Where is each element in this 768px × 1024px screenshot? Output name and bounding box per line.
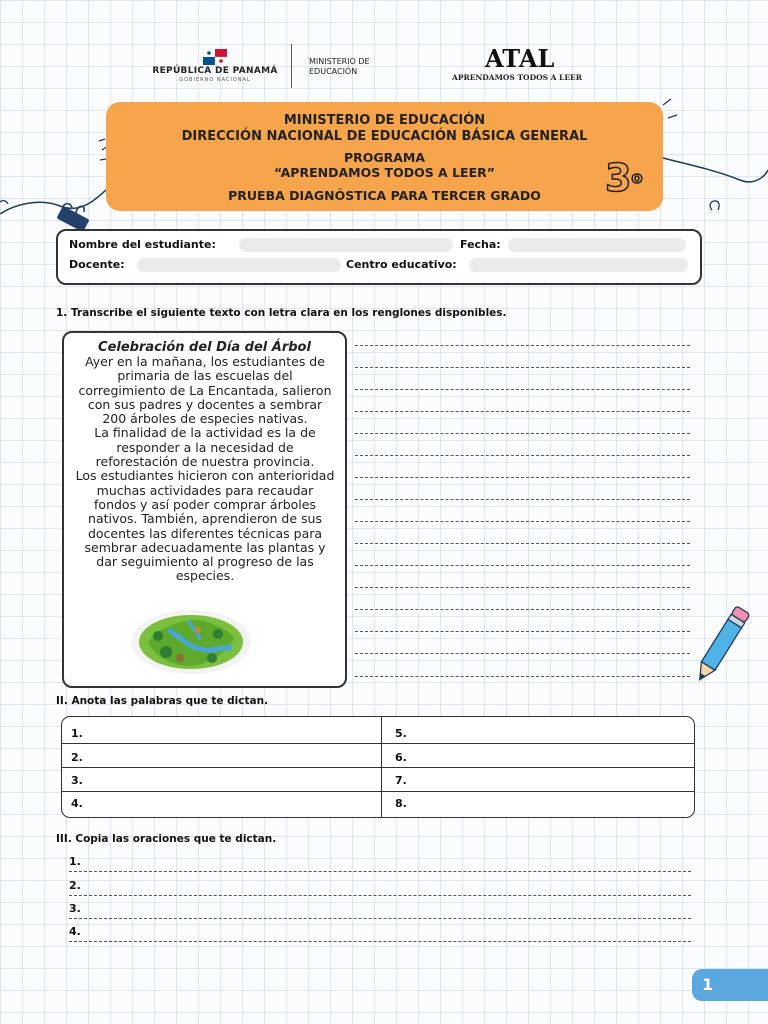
- transcription-line[interactable]: [355, 521, 690, 522]
- pencil-icon: [694, 600, 750, 688]
- table-row-divider: [62, 767, 695, 768]
- transcription-line[interactable]: [355, 565, 690, 566]
- transcription-line[interactable]: [355, 345, 690, 346]
- transcription-line[interactable]: [355, 499, 690, 500]
- sentence-number-4: 4.: [69, 925, 81, 938]
- reading-paragraph: Los estudiantes hicieron con anterioridad muchas actividades para recaudar fondos y así poder comprar árboles nativos. También, aprendieron de sus docentes las diferentes técnicas para sembrar adecuadamente las plantas y dar seguimiento al progreso de las especies.: [75, 468, 335, 584]
- transcription-line[interactable]: [355, 477, 690, 478]
- word-cell-8[interactable]: 8.: [395, 797, 407, 810]
- teacher-field[interactable]: [137, 258, 341, 272]
- word-cell-6[interactable]: 6.: [395, 751, 407, 764]
- reading-paragraph: Ayer en la mañana, los estudiantes de primaria de las escuelas del corregimiento de La Encantada, salieron con sus padres y docentes a sembrar 200 árboles de especies nativas.: [78, 354, 332, 427]
- table-row-divider: [62, 791, 695, 792]
- sentence-number-2: 2.: [69, 879, 81, 892]
- sentence-line-1[interactable]: [69, 871, 691, 872]
- ministry-logo-text: [309, 57, 399, 77]
- date-label: Fecha:: [460, 238, 501, 251]
- transcription-line[interactable]: [355, 543, 690, 544]
- banner-test-title: PRUEBA DIAGNÓSTICA PARA TERCER GRADO: [228, 188, 541, 203]
- transcription-line[interactable]: [355, 609, 690, 610]
- date-field[interactable]: [508, 238, 686, 252]
- transcription-line[interactable]: [355, 367, 690, 368]
- atal-logo-subtitle: APRENDAMOS TODOS A LEER: [452, 73, 582, 82]
- transcription-line[interactable]: [355, 455, 690, 456]
- word-cell-3[interactable]: 3.: [71, 774, 83, 787]
- ministry-logo-line2: EDUCACIÓN: [309, 67, 358, 76]
- student-name-label: Nombre del estudiante:: [69, 238, 216, 251]
- title-banner: [106, 102, 663, 211]
- earth-icon: [128, 606, 254, 676]
- banner-direction: DIRECCIÓN NACIONAL DE EDUCACIÓN BÁSICA GENERAL: [181, 129, 588, 144]
- word-cell-2[interactable]: 2.: [71, 751, 83, 764]
- grade-number: 3: [605, 156, 632, 200]
- section1-heading: 1. Transcribe el siguiente texto con letra clara en los renglones disponibles.: [56, 307, 507, 319]
- transcription-line[interactable]: [355, 676, 690, 677]
- school-field[interactable]: [469, 258, 688, 272]
- word-cell-1[interactable]: 1.: [71, 727, 83, 740]
- banner-program-name: “APRENDAMOS TODOS A LEER”: [274, 165, 495, 180]
- sentence-line-4[interactable]: [69, 941, 691, 942]
- atal-logo-title: ATAL: [485, 44, 555, 73]
- sentence-line-3[interactable]: [69, 918, 691, 919]
- section2-heading: II. Anota las palabras que te dictan.: [56, 695, 269, 707]
- section3-heading: III. Copia las oraciones que te dictan.: [56, 833, 277, 845]
- gov-subtitle: GOBIERNO NACIONAL: [179, 77, 251, 83]
- word-cell-4[interactable]: 4.: [71, 797, 83, 810]
- ministry-logo-line1: MINISTERIO DE: [309, 57, 370, 66]
- page-number-tab: [692, 969, 768, 1001]
- student-name-field[interactable]: [239, 238, 453, 252]
- transcription-line[interactable]: [355, 433, 690, 434]
- logo-divider: [291, 44, 292, 88]
- sentence-number-1: 1.: [69, 855, 81, 868]
- grade-suffix: o: [631, 168, 643, 187]
- reading-text: [74, 355, 336, 584]
- grade-badge: [605, 158, 642, 198]
- banner-program: PROGRAMA: [343, 150, 426, 165]
- transcription-line[interactable]: [355, 631, 690, 632]
- transcription-line[interactable]: [355, 411, 690, 412]
- word-cell-7[interactable]: 7.: [395, 774, 407, 787]
- transcription-line[interactable]: [355, 389, 690, 390]
- word-cell-5[interactable]: 5.: [395, 727, 407, 740]
- table-row-divider: [62, 743, 695, 744]
- reading-paragraph: La finalidad de la actividad es la de responder a la necesidad de reforestación de nuestra provincia.: [94, 425, 316, 470]
- dictation-word-table: [61, 716, 695, 818]
- panama-flag-icon: [203, 49, 227, 65]
- school-label: Centro educativo:: [346, 258, 457, 271]
- page-number: 1: [702, 975, 714, 994]
- sentence-number-3: 3.: [69, 902, 81, 915]
- sentence-line-2[interactable]: [69, 895, 691, 896]
- transcription-line[interactable]: [355, 587, 690, 588]
- gov-name: REPÚBLICA DE PANAMÁ: [152, 66, 278, 76]
- reading-title: Celebración del Día del Árbol: [98, 340, 311, 355]
- teacher-label: Docente:: [69, 258, 125, 271]
- transcription-line[interactable]: [355, 653, 690, 654]
- banner-ministry: MINISTERIO DE EDUCACIÓN: [283, 113, 486, 128]
- binder-clip-icon: [56, 204, 89, 233]
- table-column-divider: [381, 717, 382, 818]
